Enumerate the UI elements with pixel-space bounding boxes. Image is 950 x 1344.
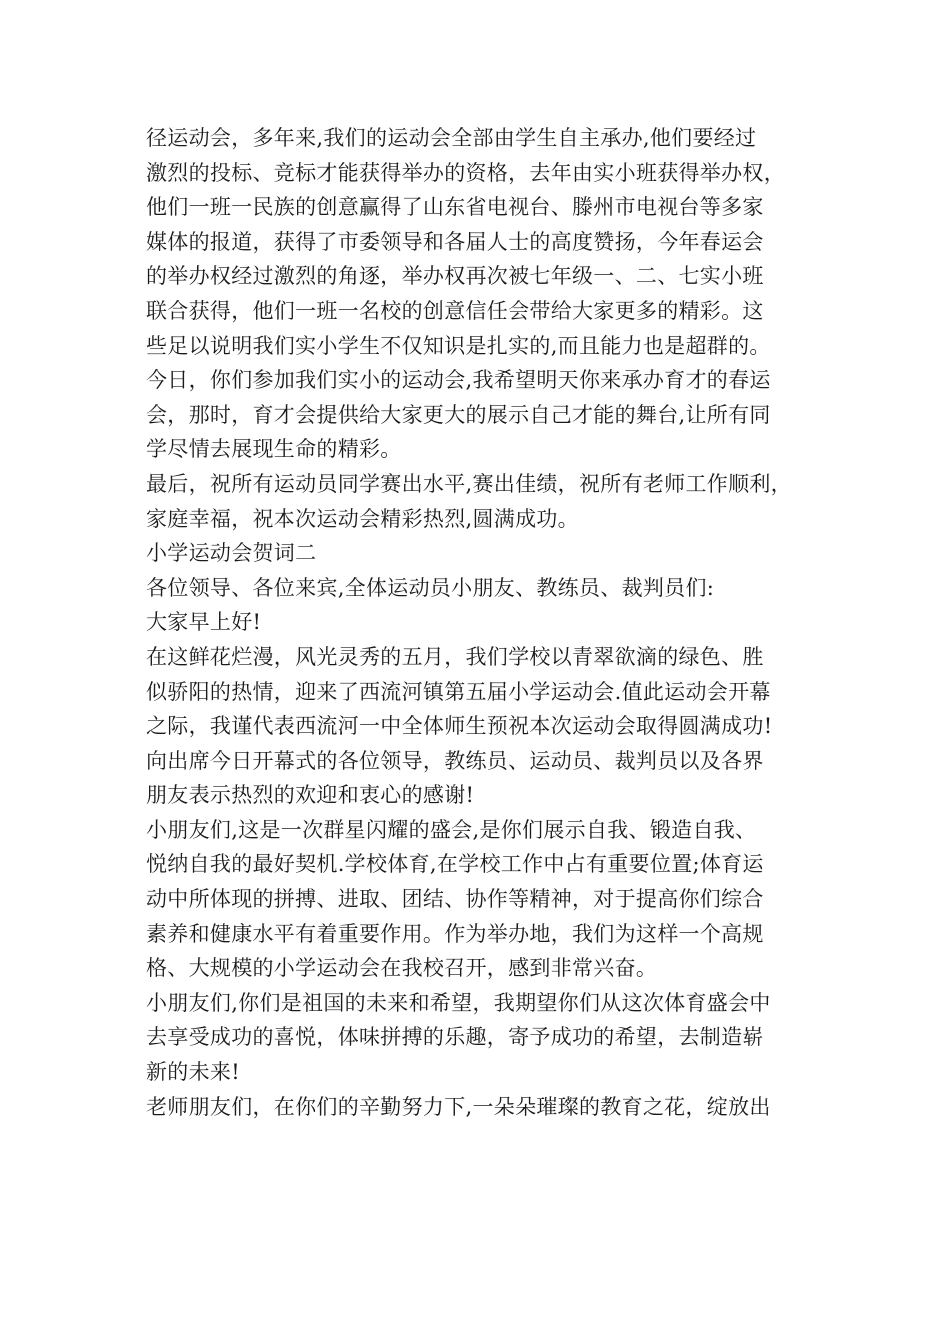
- text-line: 动中所体现的拼搏、进取、团结、协作等精神，对于提高你们综合: [146, 887, 764, 912]
- text-line: 似骄阳的热情，迎来了西流河镇第五届小学运动会.值此运动会开幕: [146, 679, 771, 704]
- greeting: 大家早上好!: [146, 610, 262, 635]
- text-line: 之际，我谨代表西流河一中全体师生预祝本次运动会取得圆满成功!: [146, 714, 773, 739]
- text-line: 他们一班一民族的创意赢得了山东省电视台、滕州市电视台等多家: [146, 195, 764, 220]
- text-line: 激烈的投标、竞标才能获得举办的资格，去年由实小班获得举办权，: [146, 160, 785, 185]
- text-line: 联合获得，他们一班一名校的创意信任会带给大家更多的精彩。这: [146, 298, 764, 323]
- text-line: 学尽情去展现生命的精彩。: [146, 437, 402, 462]
- text-line: 格、大规模的小学运动会在我校召开，感到非常兴奋。: [146, 956, 658, 981]
- text-line: 媒体的报道，获得了市委领导和各届人士的高度赞扬，今年春运会: [146, 229, 764, 254]
- document-page: [146, 121, 816, 1124]
- text-line: 些足以说明我们实小学生不仅知识是扎实的,而且能力也是超群的。: [146, 333, 771, 358]
- section-heading: 小学运动会贺词二: [146, 541, 317, 566]
- text-line: 家庭幸福，祝本次运动会精彩热烈,圆满成功。: [146, 506, 579, 531]
- text-line: 小朋友们,你们是祖国的未来和希望，我期望你们从这次体育盛会中: [146, 990, 771, 1015]
- text-line: 素养和健康水平有着重要作用。作为举办地，我们为这样一个高规: [146, 921, 764, 946]
- text-line: 在这鲜花烂漫，风光灵秀的五月，我们学校以青翠欲滴的绿色、胜: [146, 644, 764, 669]
- text-line: 会，那时，育才会提供给大家更大的展示自己才能的舞台,让所有同: [146, 402, 771, 427]
- text-line: 向出席今日开幕式的各位领导，教练员、运动员、裁判员以及各界: [146, 748, 764, 773]
- text-line: 老师朋友们，在你们的辛勤努力下,一朵朵璀璨的教育之花，绽放出: [146, 1094, 771, 1119]
- text-line: 去享受成功的喜悦，体味拼搏的乐趣，寄予成功的希望，去制造崭: [146, 1025, 764, 1050]
- text-line: 的举办权经过激烈的角逐，举办权再次被七年级一、二、七实小班: [146, 264, 764, 289]
- text-line: 朋友表示热烈的欢迎和衷心的感谢!: [146, 783, 475, 808]
- text-line: 最后，祝所有运动员同学赛出水平,赛出佳绩，祝所有老师工作顺利，: [146, 471, 792, 496]
- text-line: 径运动会，多年来,我们的运动会全部由学生自主承办,他们要经过: [146, 126, 757, 150]
- text-line: 悦纳自我的最好契机.学校体育,在学校工作中占有重要位置;体育运: [146, 852, 764, 877]
- text-line: 今日，你们参加我们实小的运动会,我希望明天你来承办育才的春运: [146, 368, 771, 393]
- text-line: 小朋友们,这是一次群星闪耀的盛会,是你们展示自我、锻造自我、: [146, 817, 757, 842]
- text-line: 新的未来!: [146, 1060, 240, 1085]
- salutation: 各位领导、各位来宾,全体运动员小朋友、教练员、裁判员们:: [146, 575, 715, 600]
